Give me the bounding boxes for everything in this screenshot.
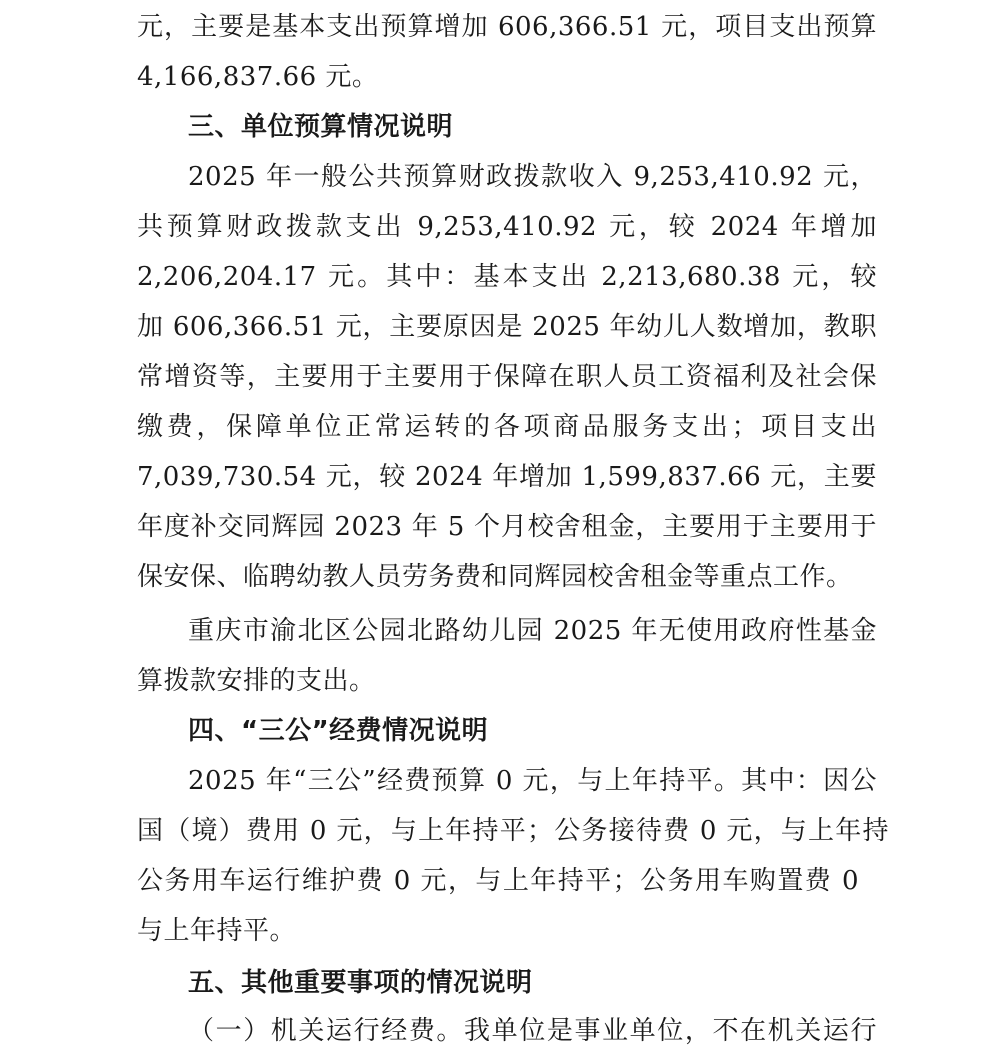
- paragraph-line: 元，主要是基本支出预算增加 606,366.51 元，项目支出预算: [137, 12, 877, 42]
- paragraph-line: 共预算财政拨款支出 9,253,410.92 元，较 2024 年增加: [137, 212, 877, 242]
- paragraph-line: 年度补交同辉园 2023 年 5 个月校舍租金，主要用于主要用于: [137, 512, 877, 542]
- paragraph-line: 公务用车运行维护费 0 元，与上年持平；公务用车购置费 0: [137, 866, 859, 896]
- paragraph-line: 与上年持平。: [137, 916, 297, 946]
- paragraph-line: 7,039,730.54 元，较 2024 年增加 1,599,837.66 元，主要: [137, 462, 877, 492]
- section-heading-5: 五、其他重要事项的情况说明: [188, 968, 533, 998]
- paragraph-line: 国（境）费用 0 元，与上年持平；公务接待费 0 元，与上年持: [137, 816, 889, 846]
- section-heading-3: 三、单位预算情况说明: [188, 112, 454, 142]
- paragraph-line: 加 606,366.51 元，主要原因是 2025 年幼儿人数增加，教职: [137, 312, 877, 342]
- paragraph-line: 2025 年一般公共预算财政拨款收入 9,253,410.92 元，: [188, 162, 877, 192]
- paragraph-line: 2,206,204.17 元。其中：基本支出 2,213,680.38 元，较: [137, 262, 877, 292]
- paragraph-line: 缴费，保障单位正常运转的各项商品服务支出；项目支出: [137, 412, 877, 442]
- section-heading-4: 四、“三公”经费情况说明: [188, 716, 489, 746]
- paragraph-line: 常增资等，主要用于主要用于保障在职人员工资福利及社会保: [137, 362, 877, 392]
- paragraph-line: 2025 年“三公”经费预算 0 元，与上年持平。其中：因公: [188, 766, 877, 796]
- paragraph-line: 4,166,837.66 元。: [137, 62, 379, 92]
- paragraph-line: 保安保、临聘幼教人员劳务费和同辉园校舍租金等重点工作。: [137, 562, 853, 592]
- paragraph-line: （一）机关运行经费。我单位是事业单位，不在机关运行: [188, 1016, 877, 1046]
- paragraph-line: 算拨款安排的支出。: [137, 666, 376, 696]
- paragraph-line: 重庆市渝北区公园北路幼儿园 2025 年无使用政府性基金: [188, 616, 877, 646]
